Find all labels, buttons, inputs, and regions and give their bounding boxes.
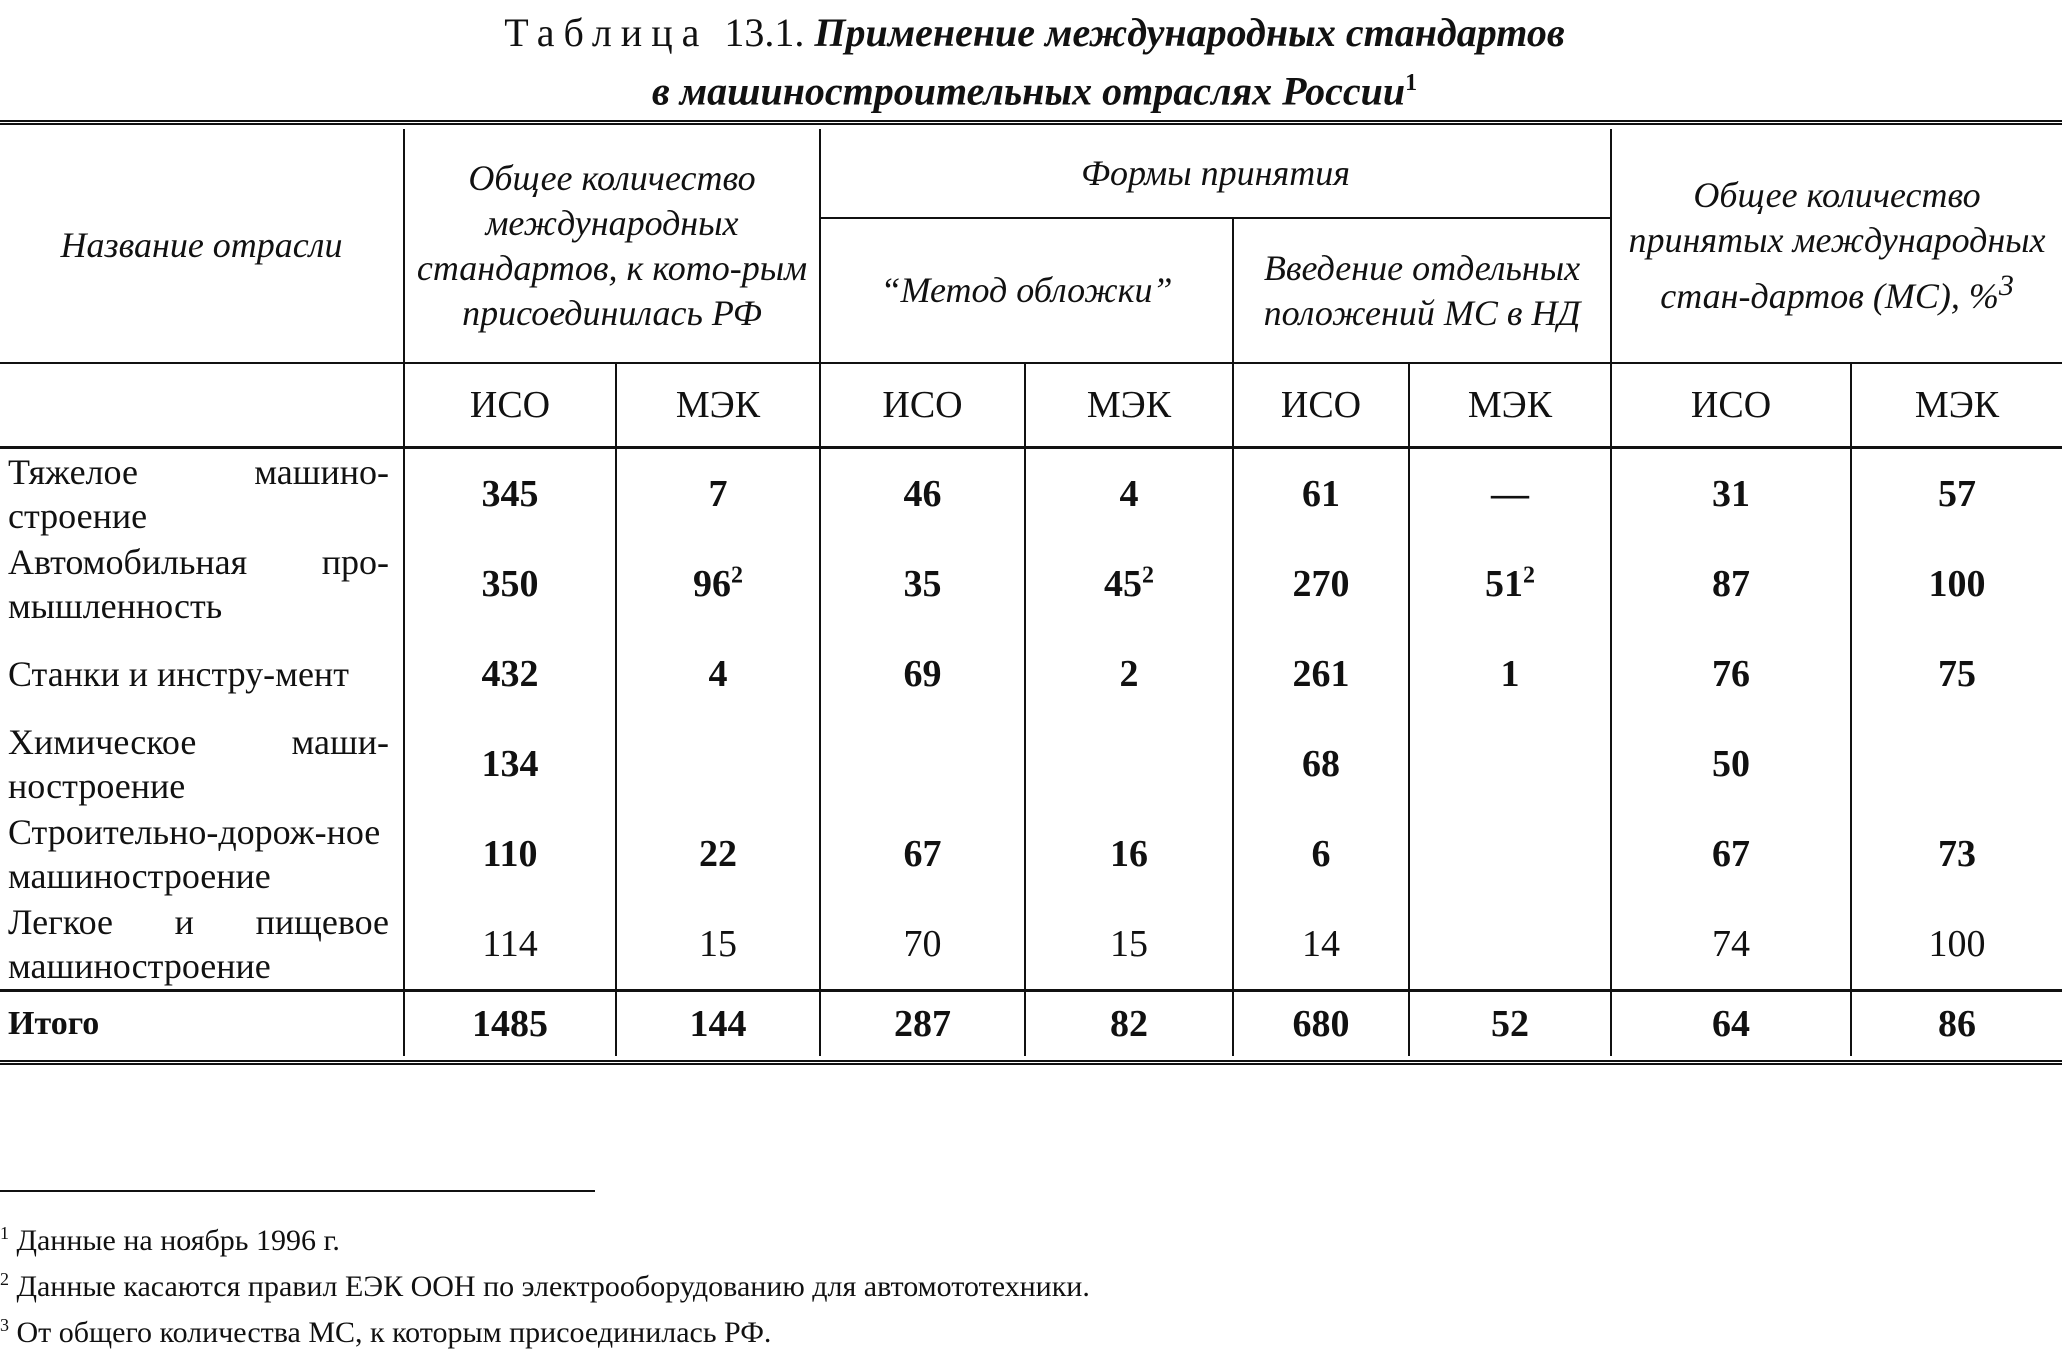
- table-caption: [0, 8, 2069, 116]
- row-name: Строительно-дорож-ное машиностроение: [8, 812, 381, 896]
- cell: 73: [1851, 809, 2062, 899]
- cell: 69: [820, 629, 1025, 719]
- header-empty: [0, 363, 404, 448]
- total-cell: 64: [1611, 991, 1851, 1057]
- cell: [1851, 719, 2062, 809]
- cell: 15: [1025, 899, 1233, 991]
- cell: 70: [820, 899, 1025, 991]
- total-cell: 82: [1025, 991, 1233, 1057]
- cell: 31: [1611, 448, 1851, 540]
- header-iso: ИСО: [1233, 363, 1409, 448]
- cell: [1409, 719, 1611, 809]
- standards-table: [0, 120, 2062, 1065]
- footnote-text: Данные на ноябрь 1996 г.: [16, 1224, 340, 1257]
- cell: 61: [1233, 448, 1409, 540]
- caption-line-1: [0, 8, 2069, 58]
- footnote-mark: 3: [0, 1315, 9, 1335]
- cell: 4: [616, 629, 820, 719]
- header-iec: МЭК: [1025, 363, 1233, 448]
- cell: 75: [1851, 629, 2062, 719]
- cell: [616, 539, 820, 629]
- cell-value: 96: [693, 563, 731, 605]
- footnote-text: От общего количества МС, к которым присоединилась РФ.: [16, 1316, 772, 1349]
- footnotes: [0, 1214, 2000, 1352]
- cell: 6: [1233, 809, 1409, 899]
- table-row: [0, 448, 2062, 540]
- cell: 110: [404, 809, 616, 899]
- footnote-mark: 1: [0, 1223, 9, 1243]
- header-iso: ИСО: [404, 363, 616, 448]
- cell: 134: [404, 719, 616, 809]
- cell: 35: [820, 539, 1025, 629]
- cell: [820, 719, 1025, 809]
- header-iec: МЭК: [1409, 363, 1611, 448]
- cell: 4: [1025, 448, 1233, 540]
- cell: 14: [1233, 899, 1409, 991]
- cell: 15: [616, 899, 820, 991]
- cell: 1: [1409, 629, 1611, 719]
- footnote-mark: 2: [0, 1269, 9, 1289]
- cell: 67: [820, 809, 1025, 899]
- total-cell: 52: [1409, 991, 1611, 1057]
- caption-title-line-2: в машиностроительных отраслях России: [651, 68, 1406, 114]
- cell-value: 45: [1104, 563, 1142, 605]
- cell: 100: [1851, 539, 2062, 629]
- cell: 100: [1851, 899, 2062, 991]
- table-row: [0, 899, 2062, 991]
- header-cover-method: “Метод обложки”: [820, 218, 1233, 363]
- caption-footnote-mark: 1: [1405, 70, 1418, 96]
- total-cell: 287: [820, 991, 1025, 1057]
- header-row-3: [0, 363, 2062, 448]
- cell: 16: [1025, 809, 1233, 899]
- cell: [1025, 539, 1233, 629]
- cell: [1409, 539, 1611, 629]
- cell: 432: [404, 629, 616, 719]
- row-name: Автомобильная про-мышленность: [8, 542, 389, 626]
- header-iec: МЭК: [616, 363, 820, 448]
- cell-value: 51: [1485, 563, 1524, 605]
- cell: 87: [1611, 539, 1851, 629]
- footnote-item: [0, 1260, 2000, 1306]
- cell-footnote-mark: 2: [1523, 562, 1536, 589]
- cell: 345: [404, 448, 616, 540]
- header-total-joined: Общее количество международных стандартов, к кото-рым присоединилась РФ: [404, 129, 820, 363]
- cell: 67: [1611, 809, 1851, 899]
- header-iso: ИСО: [820, 363, 1025, 448]
- cell: [1025, 719, 1233, 809]
- cell: [616, 719, 820, 809]
- cell: 261: [1233, 629, 1409, 719]
- cell: [1409, 809, 1611, 899]
- header-iec: МЭК: [1851, 363, 2062, 448]
- total-cell: 86: [1851, 991, 2062, 1057]
- cell: 57: [1851, 448, 2062, 540]
- total-cell: 144: [616, 991, 820, 1057]
- row-name: Химическое маши-ностроение: [8, 722, 389, 806]
- caption-label: Таблица: [504, 10, 709, 55]
- header-name: Название отрасли: [60, 225, 343, 265]
- caption-line-2: [0, 58, 2069, 116]
- table-row: [0, 809, 2062, 899]
- cell: 350: [404, 539, 616, 629]
- footnote-item: [0, 1214, 2000, 1260]
- header-iso: ИСО: [1611, 363, 1851, 448]
- cell-footnote-mark: 2: [1142, 562, 1154, 589]
- caption-title-line-1: Применение международных стандартов: [814, 10, 1565, 55]
- data-table: [0, 129, 2062, 1056]
- header-accepted-pct-text: Общее количество принятых международных стан-дартов (МС), %: [1628, 174, 2046, 316]
- table-row: [0, 539, 2062, 629]
- header-row-1: [0, 129, 2062, 218]
- total-row: [0, 991, 2062, 1057]
- cell: 270: [1233, 539, 1409, 629]
- footnote-text: Данные касаются правил ЕЭК ООН по электрооборудованию для автомототехники.: [16, 1270, 1090, 1303]
- cell: 114: [404, 899, 616, 991]
- total-label: Итого: [0, 991, 404, 1057]
- row-name: Станки и инстру-мент: [8, 654, 349, 694]
- header-accepted-pct: [1611, 129, 2062, 363]
- total-cell: 1485: [404, 991, 616, 1057]
- cell: 74: [1611, 899, 1851, 991]
- cell: 22: [616, 809, 820, 899]
- header-partial: Введение отдельных положений МС в НД: [1233, 218, 1611, 363]
- cell: 7: [616, 448, 820, 540]
- cell: 2: [1025, 629, 1233, 719]
- row-name: Легкое и пищевое машиностроение: [8, 902, 389, 986]
- cell: 76: [1611, 629, 1851, 719]
- header-forms: Формы принятия: [820, 129, 1611, 218]
- cell: 68: [1233, 719, 1409, 809]
- total-cell: 680: [1233, 991, 1409, 1057]
- table-row: [0, 719, 2062, 809]
- cell: [1409, 899, 1611, 991]
- table-row: [0, 629, 2062, 719]
- row-name: Тяжелое машино-строение: [8, 452, 389, 536]
- cell: 50: [1611, 719, 1851, 809]
- caption-number: 13.1.: [724, 10, 805, 55]
- cell: —: [1409, 448, 1611, 540]
- cell: 46: [820, 448, 1025, 540]
- footnote-divider: [0, 1190, 595, 1192]
- footnote-item: [0, 1306, 2000, 1352]
- cell-footnote-mark: 2: [731, 562, 743, 589]
- header-accepted-pct-mark: 3: [1998, 268, 2014, 302]
